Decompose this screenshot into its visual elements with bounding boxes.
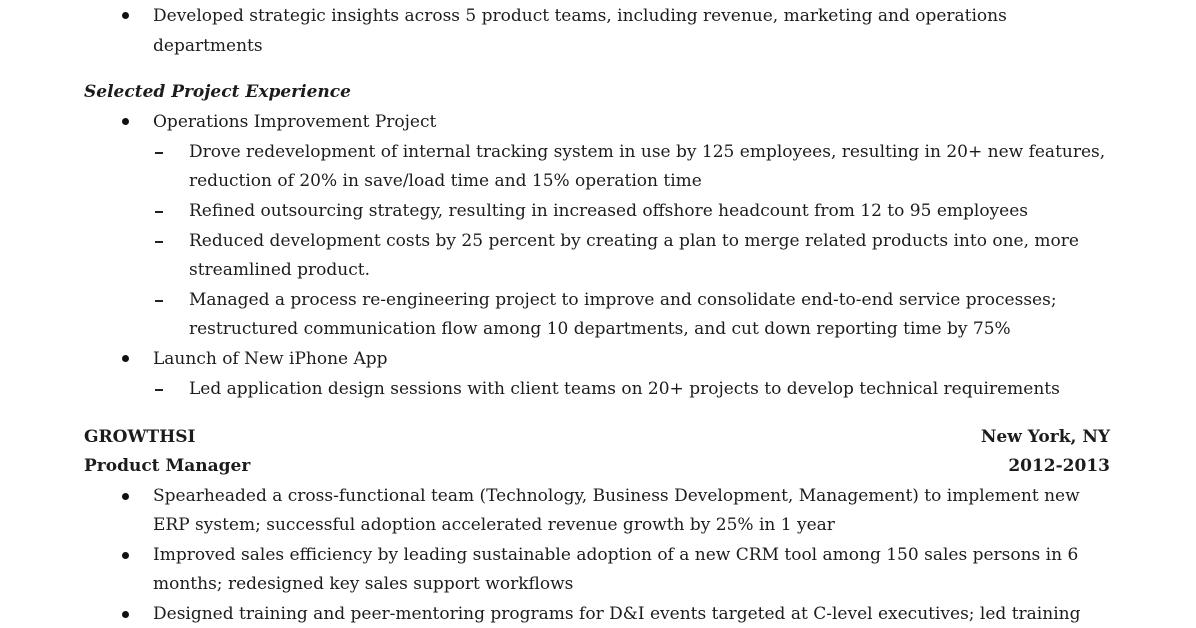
- project-subitem: Managed a process re-engineering project to improve and consolidate end-to-end service processes;: [189, 290, 1057, 310]
- project-label: Operations Improvement Project: [153, 112, 437, 132]
- bullet-dot: [122, 611, 129, 618]
- dash-marker: [155, 241, 163, 243]
- job-bullet-continued: months; redesigned key sales support workflows: [153, 574, 574, 594]
- job-bullet: Spearheaded a cross-functional team (Technology, Business Development, Management) to implement new: [153, 486, 1080, 506]
- project-subitem: Led application design sessions with client teams on 20+ projects to develop technical requirements: [189, 379, 1060, 399]
- project-subitem-continued: reduction of 20% in save/load time and 15% operation time: [189, 171, 702, 191]
- project-subitem: Reduced development costs by 25 percent by creating a plan to merge related products into one, more: [189, 231, 1079, 251]
- bullet-text-continued: departments: [153, 36, 263, 56]
- project-subitem: Drove redevelopment of internal tracking system in use by 125 employees, resulting in 20+ new features,: [189, 142, 1106, 162]
- job-bullet: Improved sales efficiency by leading sustainable adoption of a new CRM tool among 150 sales persons in 6: [153, 545, 1079, 565]
- bullet-text: Developed strategic insights across 5 product teams, including revenue, marketing and operations: [153, 6, 1007, 26]
- job-dates: 2012-2013: [1008, 456, 1110, 476]
- company-name: GROWTHSI: [84, 427, 196, 447]
- dash-marker: [155, 152, 163, 154]
- dash-marker: [155, 389, 163, 391]
- dash-marker: [155, 300, 163, 302]
- section-heading-projects: Selected Project Experience: [84, 82, 351, 102]
- project-subitem-continued: streamlined product.: [189, 260, 370, 280]
- job-location: New York, NY: [980, 427, 1110, 447]
- job-bullet: Designed training and peer-mentoring programs for D&I events targeted at C-level executives; led training: [153, 604, 1081, 624]
- job-bullet-continued: ERP system; successful adoption accelerated revenue growth by 25% in 1 year: [153, 515, 835, 535]
- project-label: Launch of New iPhone App: [153, 349, 388, 369]
- job-title: Product Manager: [84, 456, 251, 476]
- bullet-dot: [122, 493, 129, 500]
- project-subitem: Refined outsourcing strategy, resulting in increased offshore headcount from 12 to 95 employees: [189, 201, 1029, 221]
- bullet-dot: [122, 12, 129, 19]
- dash-marker: [155, 211, 163, 213]
- bullet-dot: [122, 118, 129, 125]
- bullet-dot: [122, 355, 129, 362]
- bullet-dot: [122, 552, 129, 559]
- project-subitem-continued: restructured communication flow among 10 departments, and cut down reporting time by 75%: [189, 319, 1011, 339]
